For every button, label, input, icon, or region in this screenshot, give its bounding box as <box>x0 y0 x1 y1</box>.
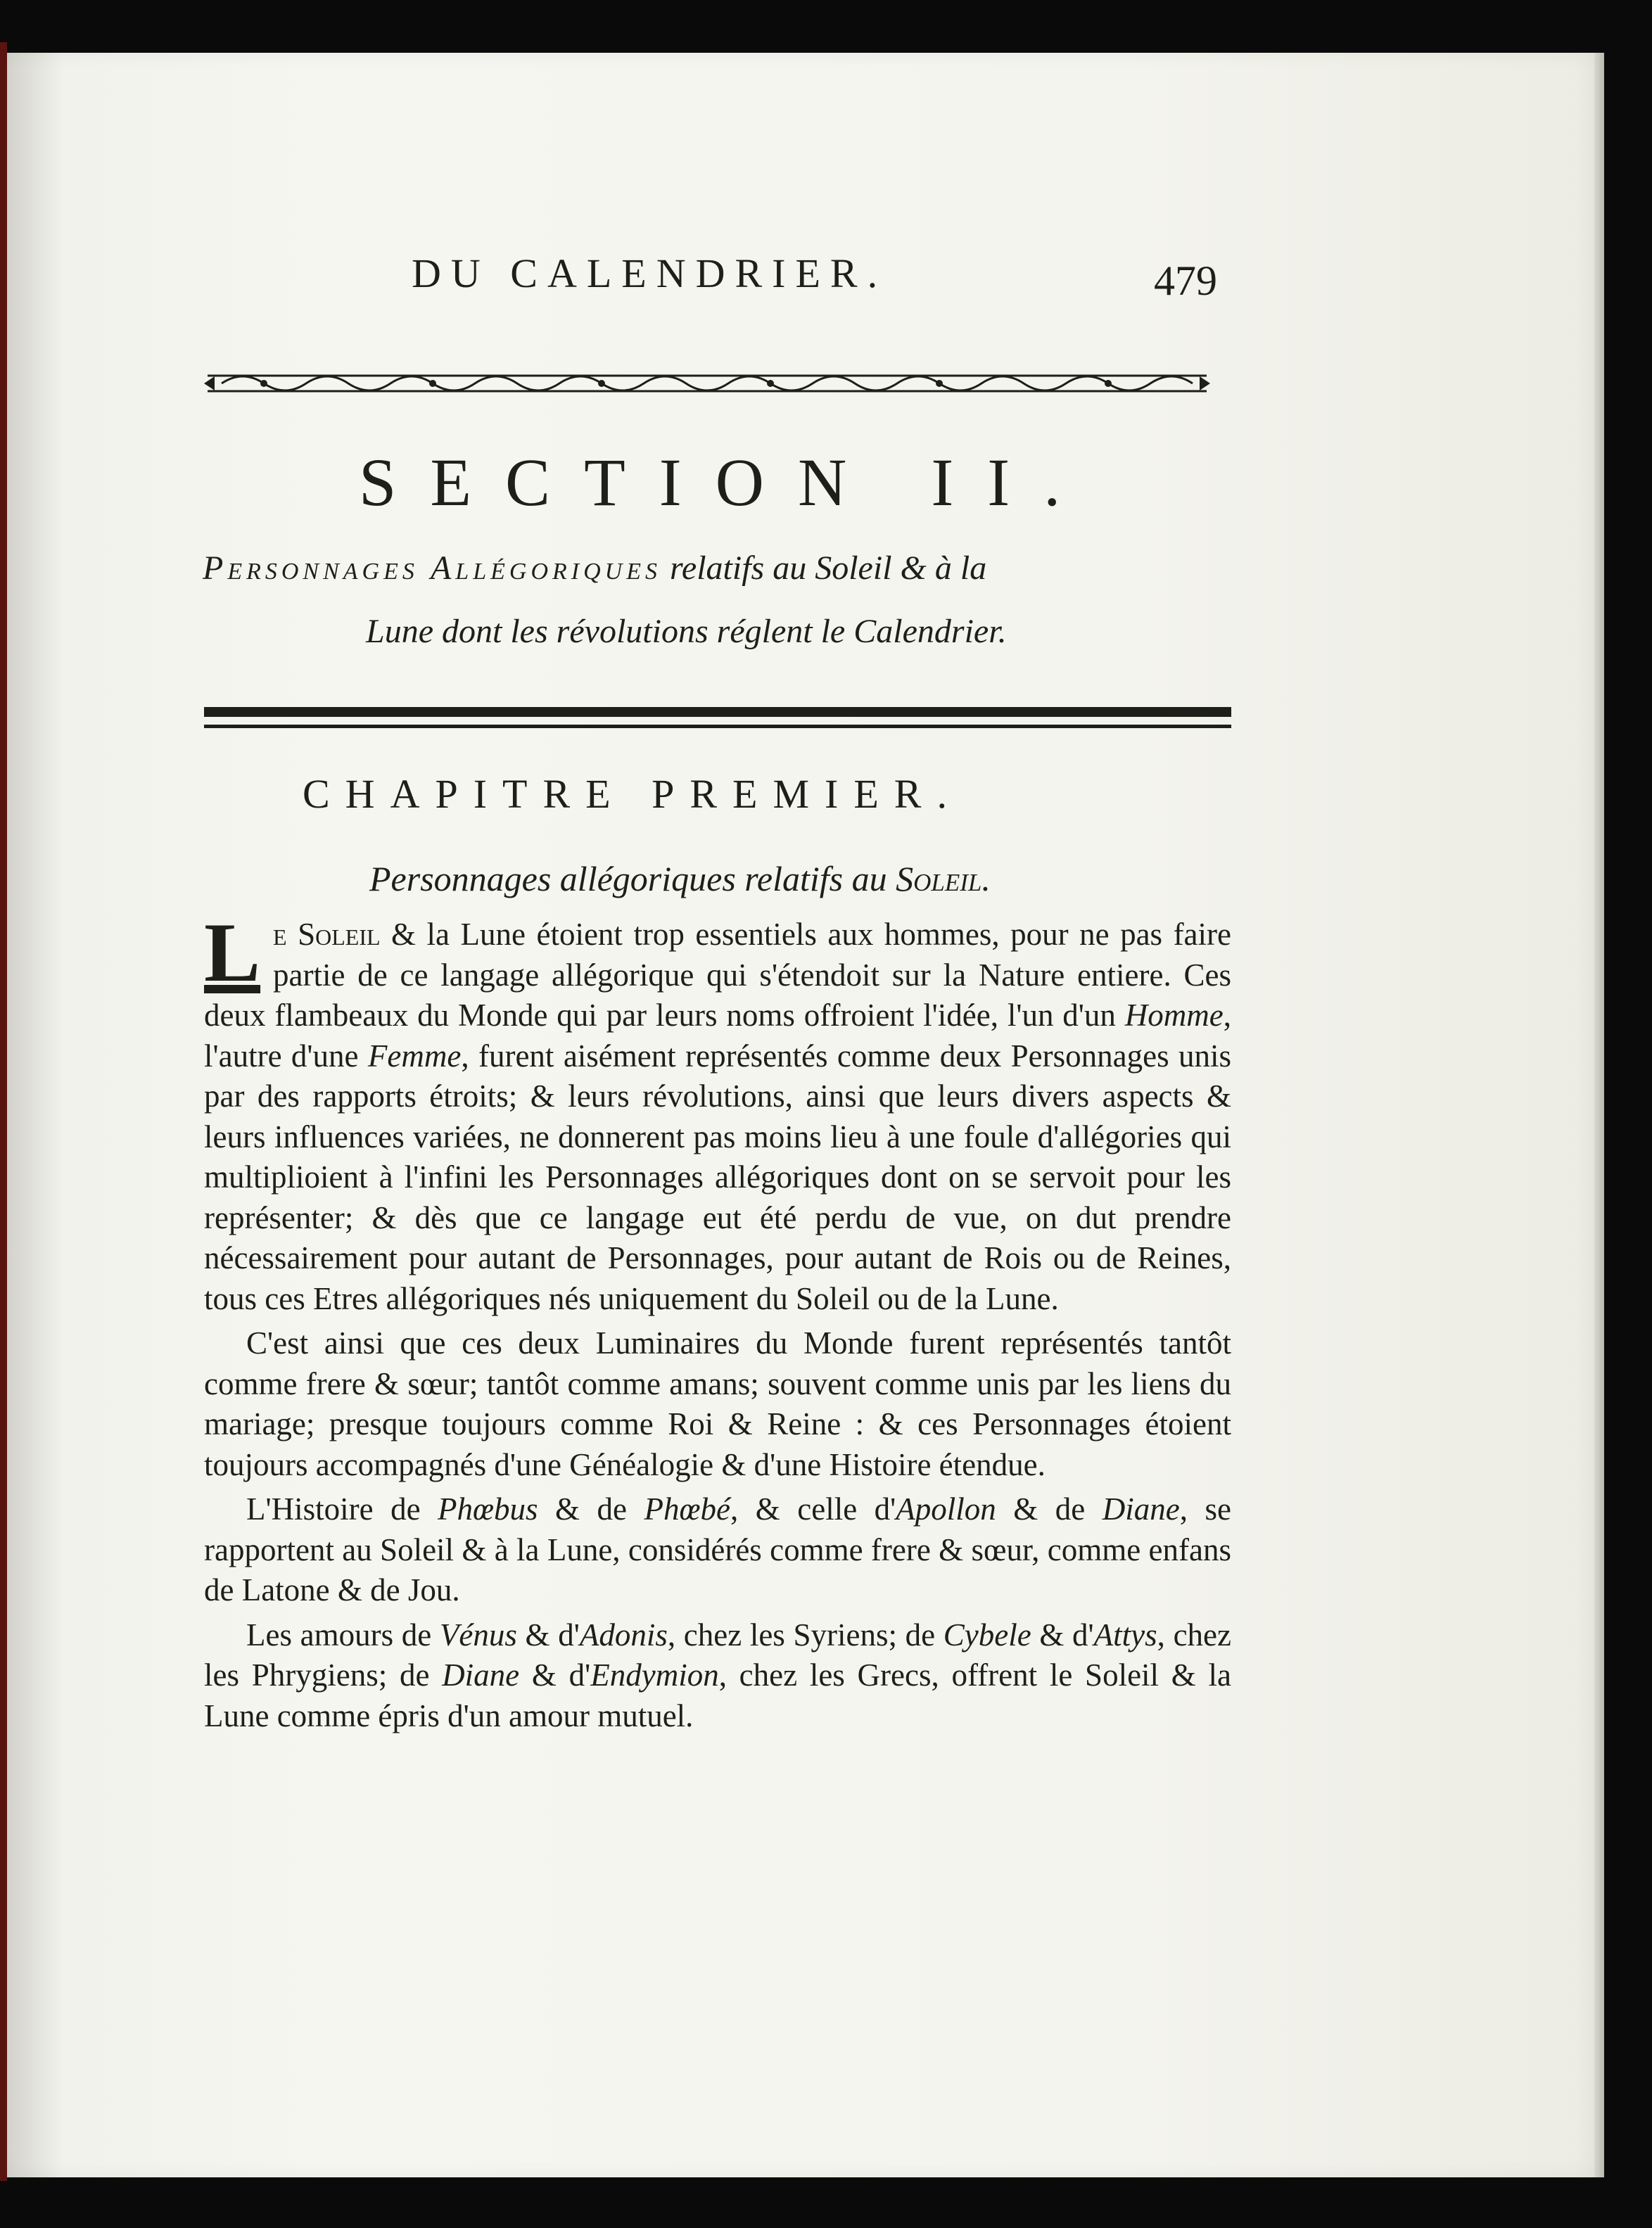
section-subtitle-rest: relatifs au Soleil & à la <box>669 549 987 587</box>
section-subtitle-line-1 <box>203 549 986 587</box>
ornamental-border <box>201 366 1214 401</box>
p3-text-b: & de <box>538 1491 644 1527</box>
p4-text-b: & d' <box>516 1617 580 1653</box>
double-rule-thin <box>204 725 1231 728</box>
p4-cybele: Cybele <box>943 1617 1031 1653</box>
p3-text-a: L'Histoire de <box>246 1491 438 1527</box>
p4-text-g: , chez les Grecs, offrent le Soleil & la Lune comme épris d'un amour mutuel. <box>204 1657 1231 1733</box>
p4-text-d: & d' <box>1031 1617 1094 1653</box>
p1-homme: Homme <box>1124 998 1224 1033</box>
paragraph-3 <box>204 1489 1231 1611</box>
drop-cap: L <box>204 905 261 999</box>
p3-diane: Diane <box>1102 1491 1180 1527</box>
p4-attys: Attys <box>1093 1617 1157 1653</box>
body-text <box>204 905 1231 1740</box>
p3-text-c: , & celle d' <box>730 1491 896 1527</box>
p4-text-e: , chez les Phrygiens; de <box>204 1617 1231 1693</box>
p4-text-f: & d' <box>519 1657 591 1693</box>
paragraph-1 <box>204 905 1231 1319</box>
p1-text-c: , furent aisément représentés comme deux Personnages unis par des rapports étroits; & leurs révolutions, ainsi que leurs divers aspects & leurs influences variées, ne donnerent pas moins lieu à une foule d'allégories qui multiplioient à l'infini les Personnages allégoriques dont on se servoit pour les représenter; & dès que ce langage eut été perdu de vue, on dut prendre nécessairement pour autant de Personnages, pour autant de Rois ou de Reines, tous ces Etres allégoriques nés uniquement du Soleil ou de la Lune. <box>204 1038 1231 1316</box>
p1-text-b: , l'autre d'une <box>204 998 1231 1074</box>
section-subtitle-smallcaps: Personnages Allégoriques <box>203 549 661 587</box>
p4-diane: Diane <box>442 1657 520 1693</box>
p3-text-e: , se rapportent au Soleil & à la Lune, considérés comme frere & sœur, comme enfans de Latone & de Jou. <box>204 1491 1231 1608</box>
p4-endymion: Endymion <box>590 1657 719 1693</box>
chapter-title: CHAPITRE PREMIER. <box>303 771 962 817</box>
chapter-subtitle <box>369 858 991 899</box>
p4-venus: Vénus <box>439 1617 517 1653</box>
p1-text-a: & la Lune étoient trop essentiels aux hommes, pour ne pas faire partie de ce langage allégorique qui s'étendoit sur la Nature entiere. Ces deux flambeaux du Monde qui par leurs noms offroient l'idée, l'un d'un <box>204 917 1231 1033</box>
running-title: DU CALENDRIER. <box>412 250 888 296</box>
paragraph-2: C'est ainsi que ces deux Luminaires du Monde furent représentés tantôt comme frere & sœur; tantôt comme amans; souvent comme unis par les liens du mariage; presque toujours comme Roi & Reine : & ces Personnages étoient toujours accompagnés d'une Généalogie & d'une Histoire étendue. <box>204 1325 1231 1482</box>
p3-text-d: & de <box>996 1491 1103 1527</box>
page-number: 479 <box>1154 257 1217 304</box>
p3-apollon: Apollon <box>896 1491 996 1527</box>
p4-text-a: Les amours de <box>246 1617 440 1653</box>
chapter-subtitle-lead: Personnages allégoriques relatifs au <box>369 859 887 898</box>
page-edge <box>1594 53 1604 2177</box>
p1-lead: e Soleil <box>273 917 381 952</box>
binding-edge <box>0 42 7 2181</box>
p1-femme: Femme <box>367 1038 462 1074</box>
p3-phoebus: Phœbus <box>438 1491 538 1527</box>
double-rule-thick <box>204 707 1231 717</box>
p4-adonis: Adonis <box>579 1617 668 1653</box>
p3-phoebe: Phœbé <box>644 1491 731 1527</box>
section-subtitle-line-2: Lune dont les révolutions réglent le Calendrier. <box>366 613 1007 650</box>
paragraph-4 <box>204 1615 1231 1737</box>
p4-text-c: , chez les Syriens; de <box>667 1617 943 1653</box>
chapter-subtitle-smallcaps: Soleil. <box>896 859 991 898</box>
gutter-shadow <box>7 53 63 2177</box>
section-title: SECTION II. <box>359 445 1095 520</box>
